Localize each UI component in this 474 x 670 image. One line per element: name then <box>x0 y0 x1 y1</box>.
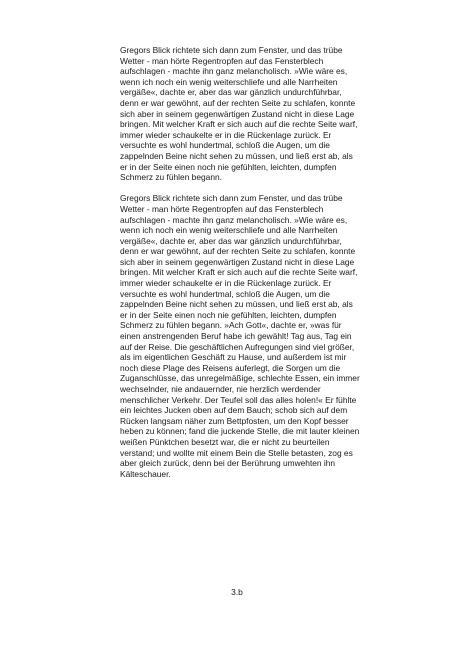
paragraph-1: Gregors Blick richtete sich dann zum Fenster, und das trübe Wetter - man hörte Regentropfen auf das Fensterblech aufschlagen - machte ihn ganz melancholisch. »Wie wäre es, wenn ich noch ein wenig weiterschliefe und alle Narrheiten vergäße«, dachte er, aber das war gänzlich undurchführbar, denn er war gewöhnt, auf der rechten Seite zu schlafen, konnte sich aber in seinem gegenwärtigen Zustand nicht in diese Lage bringen. Mit welcher Kraft er sich auch auf die rechte Seite warf, immer wieder schaukelte er in die Rückenlage zurück. Er versuchte es wohl hundertmal, schloß die Augen, um die zappelnden Beine nicht sehen zu müssen, und ließ erst ab, als er in der Seite einen noch nie gefühlten, leichten, dumpfen Schmerz zu fühlen begann. <box>120 45 358 183</box>
page-number: 3.b <box>231 587 243 597</box>
body-text <box>120 45 360 490</box>
paragraph-2: Gregors Blick richtete sich dann zum Fenster, und das trübe Wetter - man hörte Regentropfen auf das Fensterblech aufschlagen - machte ihn ganz melancholisch. »Wie wäre es, wenn ich noch ein wenig weiterschliefe und alle Narrheiten vergäße«, dachte er, aber das war gänzlich undurchführbar, denn er war gewöhnt, auf der rechten Seite zu schlafen, konnte sich aber in seinem gegenwärtigen Zustand nicht in diese Lage bringen. Mit welcher Kraft er sich auch auf die rechte Seite warf, immer wieder schaukelte er in die Rückenlage zurück. Er versuchte es wohl hundertmal, schloß die Augen, um die zappelnden Beine nicht sehen zu müssen, und ließ erst ab, als er in der Seite einen noch nie gefühlten, leichten, dumpfen Schmerz zu fühlen begann. »Ach Gott«, dachte er, »was für einen anstrengenden Beruf habe ich gewählt! Tag aus, Tag ein auf der Reise. Die geschäftlichen Aufregungen sind viel größer, als im eigentlichen Geschäft zu Hause, und außerdem ist mir noch diese Plage des Reisens auferlegt, die Sorgen um die Zuganschlüsse, das unregelmäßige, schlechte Essen, ein immer wechselnder, nie andauernder, nie herzlich werdender menschlicher Verkehr. Der Teufel soll das alles holen!« Er fühlte ein leichtes Jucken oben auf dem Bauch; schob sich auf dem Rücken langsam näher zum Bettpfosten, um den Kopf besser heben zu können; fand die juckende Stelle, die mit lauter kleinen weißen Pünktchen besetzt war, die er nicht zu beurteilen verstand; und wollte mit einem Bein die Stelle betasten, zog es aber gleich zurück, denn bei der Berührung umwehten ihn Kälteschauer. <box>120 193 360 479</box>
